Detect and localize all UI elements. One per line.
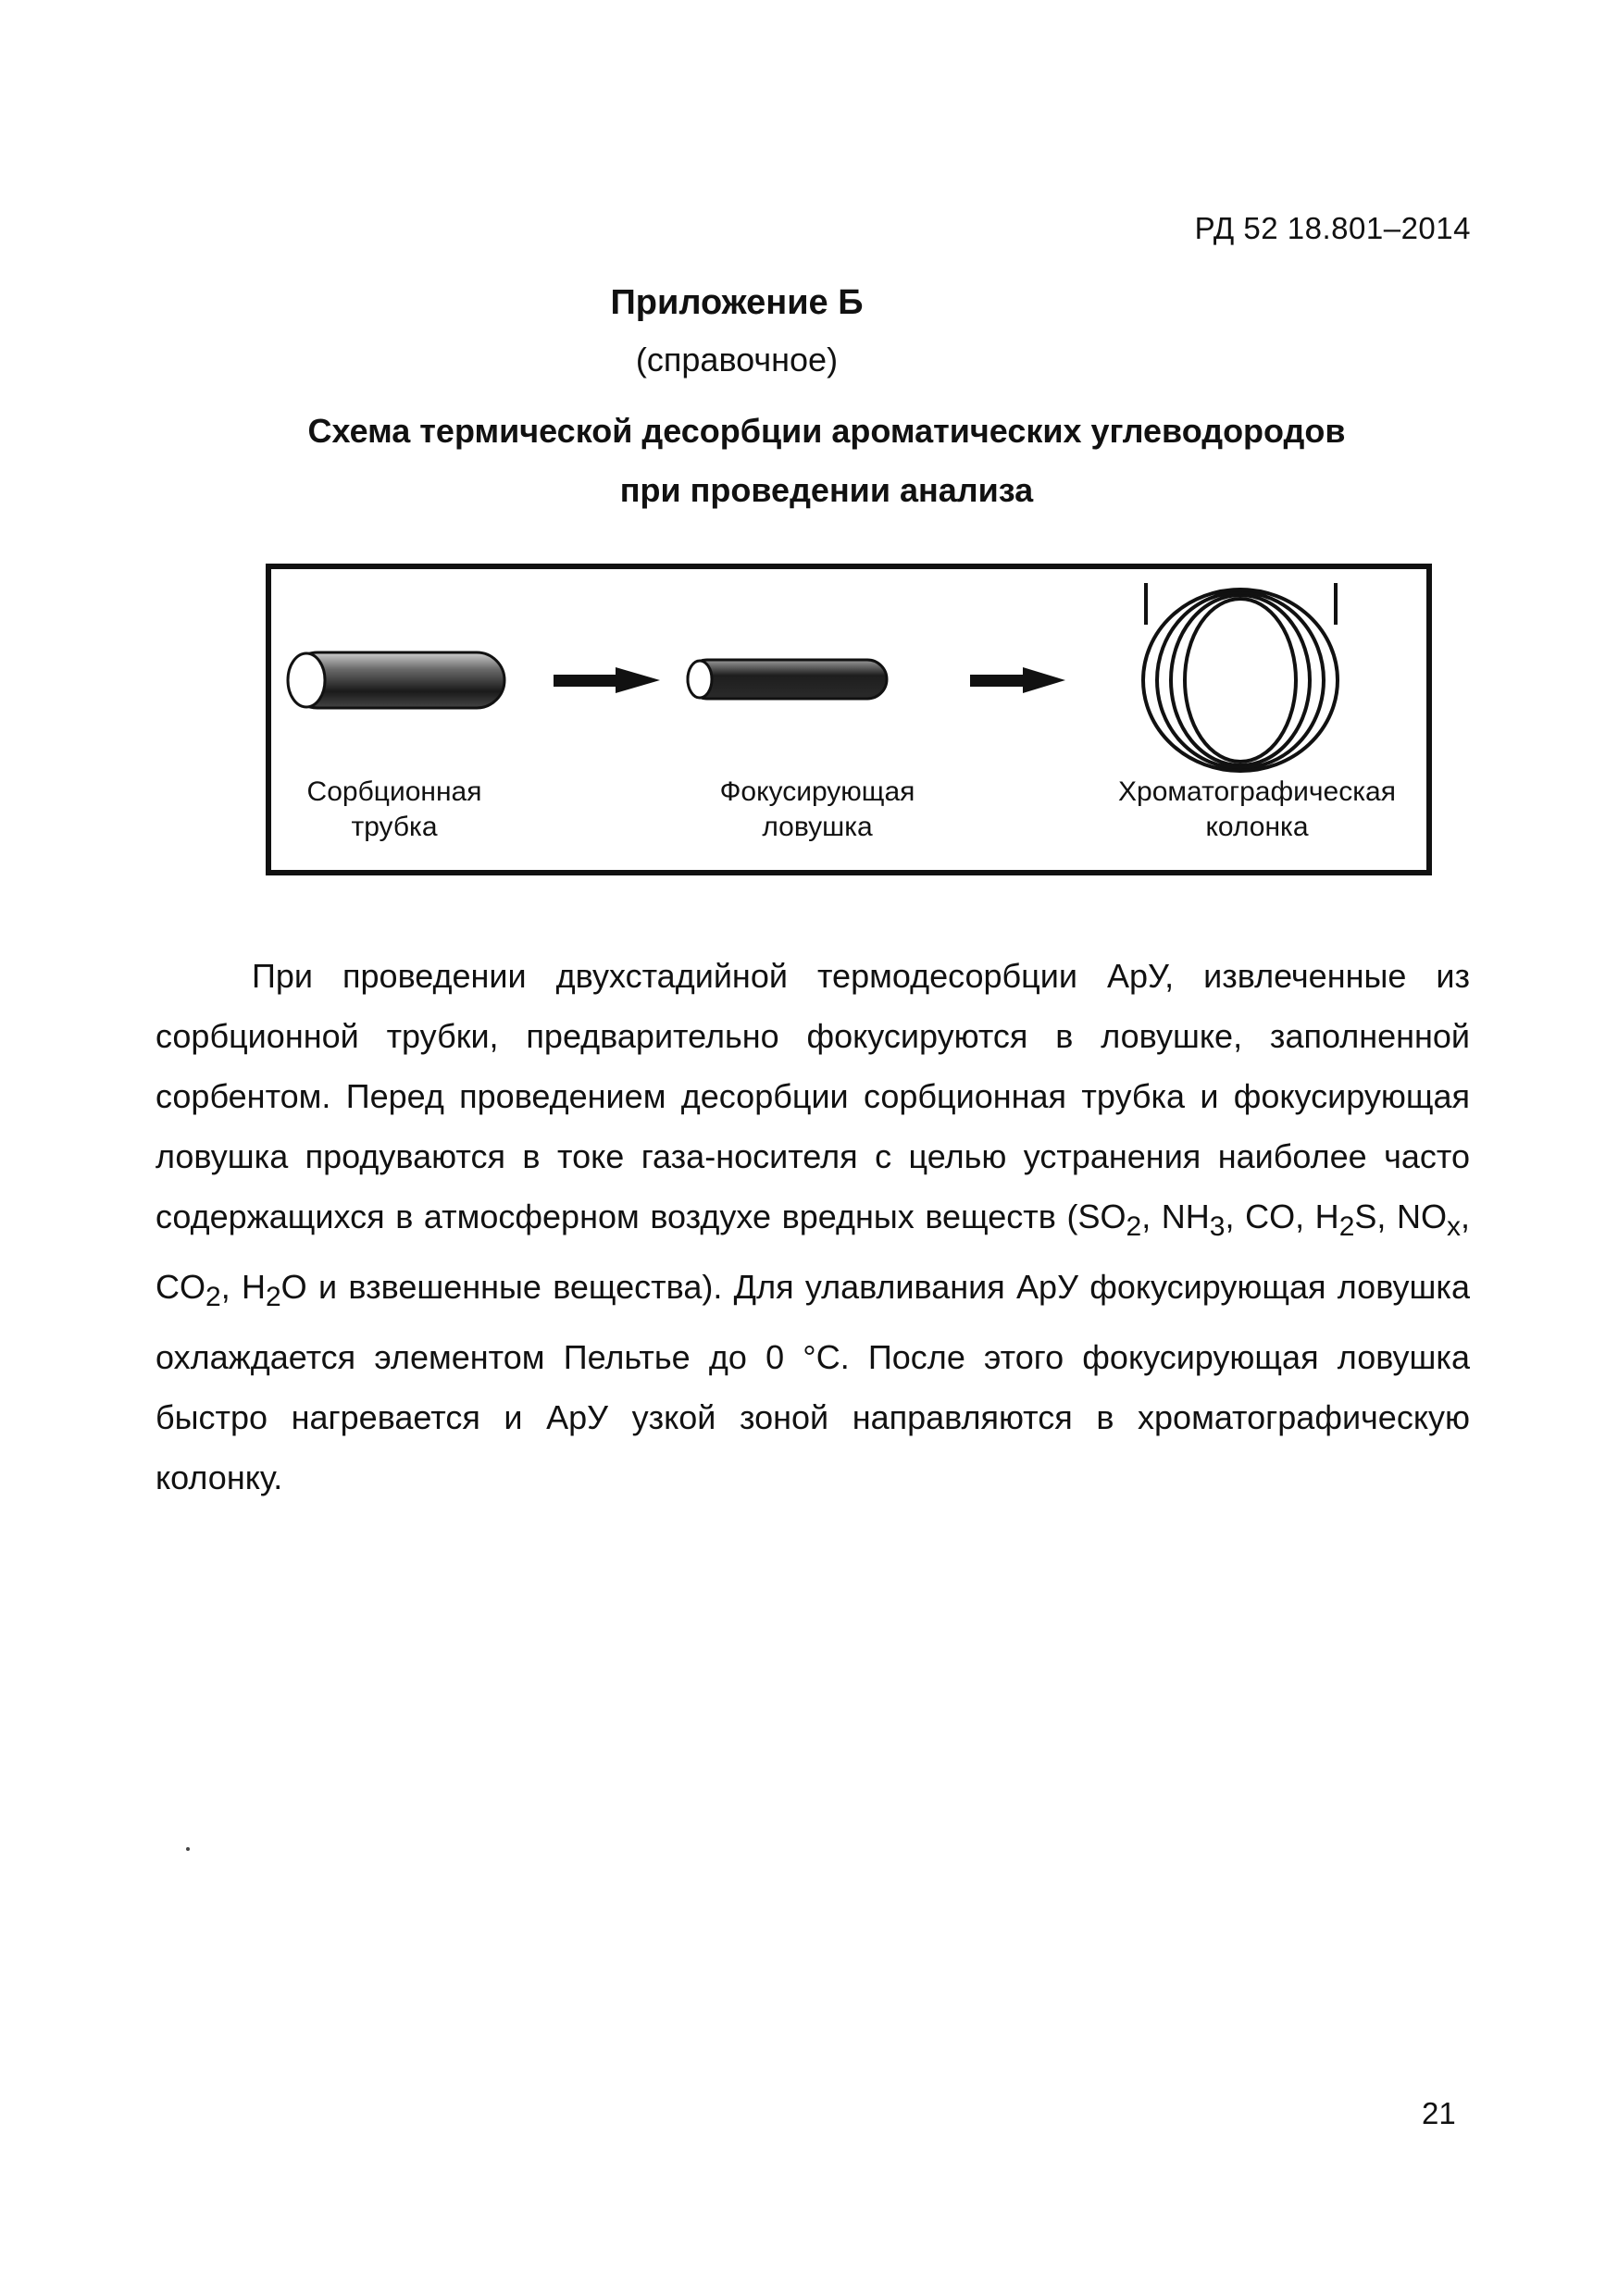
annex-title: Приложение Б — [610, 283, 864, 322]
chromatographic-column-icon — [1143, 583, 1338, 771]
scan-speck — [186, 1847, 190, 1851]
label-chromatographic-column: Хроматографическая колонка — [1118, 776, 1396, 842]
annex-type: (справочное) — [635, 341, 839, 379]
document-code: РД 52 18.801–2014 — [1194, 211, 1471, 245]
body-paragraph: При проведении двухстадийной термодесорбции АрУ, извлеченные из сорбционной трубки, предварительно фокусируются в ловушке, заполненной сорбентом. Перед проведением десорбции сорбционная трубка и фокусирующая ловушка продуваются в токе газа-носителя с целью устранения наиболее часто содержащихся в атмосферном воздухе вредных веществ ($SO_2$, $NH_3$, CO, $H_2S$, $NO_x$, $CO_2$, $H_2O$ и взвешенные вещества). Для улавливания АрУ фокусирующая ловушка охлаждается элементом Пельтье до 0 °С. После этого фокусирующая ловушка быстро нагревается и АрУ узкой зоной направляются в хроматографическую колонку. — [156, 957, 1470, 1497]
label-sorption-tube: Сорбционная трубка — [306, 776, 482, 842]
arrow-right-icon — [554, 667, 660, 693]
scheme-title-line-1: Схема термической десорбции ароматических углеводородов — [307, 412, 1346, 450]
desorption-scheme-figure — [266, 564, 1432, 875]
focusing-trap-icon — [688, 660, 887, 699]
arrow-right-icon — [970, 667, 1065, 693]
scheme-title-line-2: при проведении анализа — [619, 471, 1034, 509]
sorption-tube-icon — [288, 652, 504, 708]
page-number: 21 — [1422, 2096, 1456, 2130]
scheme-title — [213, 402, 1440, 520]
label-focusing-trap: Фокусирующая ловушка — [719, 776, 915, 842]
